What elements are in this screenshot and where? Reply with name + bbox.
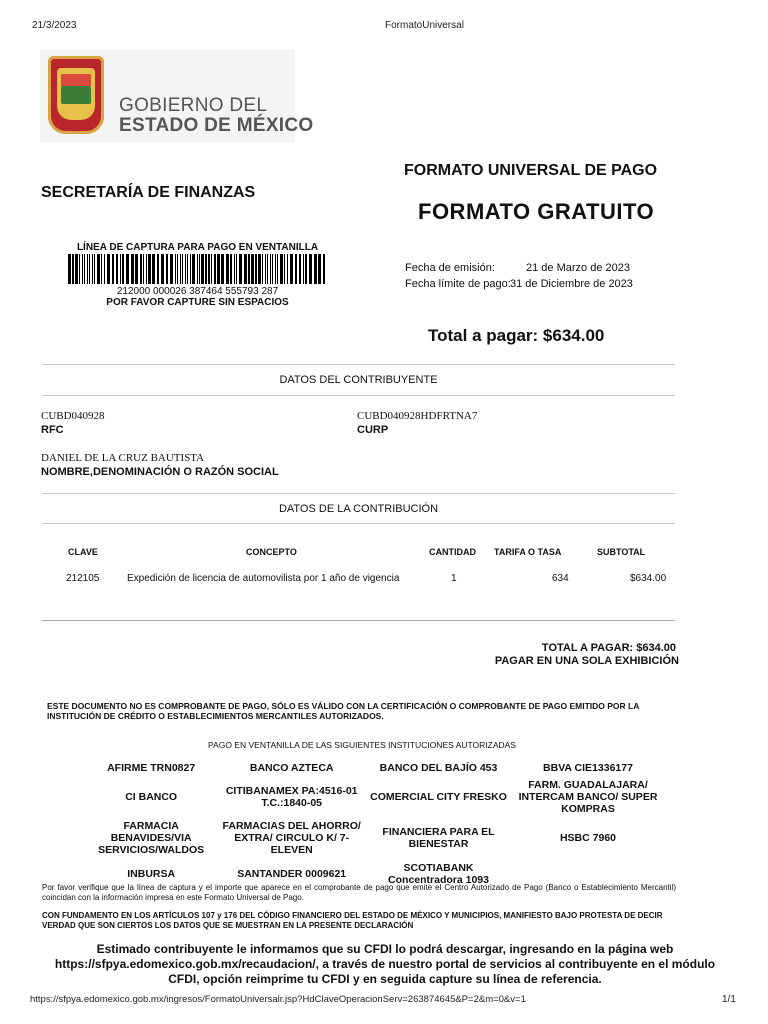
row-concepto: Expedición de licencia de automovilista por 1 año de vigencia bbox=[127, 573, 400, 584]
single-payment: PAGAR EN UNA SOLA EXHIBICIÓN bbox=[494, 655, 679, 667]
form-title: FORMATO UNIVERSAL DE PAGO bbox=[404, 162, 658, 179]
barcode-bar bbox=[275, 254, 276, 284]
barcode-bar bbox=[94, 254, 95, 284]
institution-bbva: BBVA CIE1336177 bbox=[543, 762, 633, 774]
barcode-bar bbox=[309, 254, 312, 284]
institution-bajio: BANCO DEL BAJÍO 453 bbox=[379, 762, 498, 774]
institutions-grid bbox=[88, 758, 688, 888]
row-clave: 212105 bbox=[66, 573, 100, 584]
barcode-bar bbox=[258, 254, 261, 284]
barcode-bar bbox=[122, 254, 124, 284]
barcode-bar bbox=[318, 254, 321, 284]
divider bbox=[42, 523, 675, 524]
institutions-title: PAGO EN VENTANILLA DE LAS SIGUIENTES INSTITUCIONES AUTORIZADAS bbox=[208, 740, 516, 750]
capture-title: LÍNEA DE CAPTURA PARA PAGO EN VENTANILLA bbox=[76, 242, 319, 253]
barcode-bar bbox=[101, 254, 102, 284]
barcode-bar bbox=[84, 254, 85, 284]
barcode-bar bbox=[166, 254, 168, 284]
total-to-pay: Total a pagar: $634.00 bbox=[428, 326, 605, 345]
barcode-bar bbox=[272, 254, 273, 284]
barcode-bar bbox=[68, 254, 71, 284]
barcode-bar bbox=[157, 254, 159, 284]
rfc-label: RFC bbox=[41, 424, 64, 436]
row-subtotal: $634.00 bbox=[630, 573, 667, 584]
limite-label: Fecha límite de pago: bbox=[405, 278, 511, 290]
barcode-bar bbox=[255, 254, 257, 284]
barcode-bar bbox=[87, 254, 88, 284]
barcode-bar bbox=[230, 254, 232, 284]
barcode-bar bbox=[152, 254, 155, 284]
barcode-bar bbox=[244, 254, 247, 284]
divider bbox=[42, 364, 675, 365]
emision-label: Fecha de emisión: bbox=[405, 262, 495, 274]
barcode-bar bbox=[92, 254, 93, 284]
secretaria-title: SECRETARÍA DE FINANZAS bbox=[41, 184, 256, 201]
legal-note: CON FUNDAMENTO EN LOS ARTÍCULOS 107 y 176 DEL CÓDIGO FINANCIERO DEL ESTADO DE MÉXICO Y MUNICIPIOS, MANIFIESTO BAJO PROTESTA DE DECIR VERDAD QUE SON CIERTOS LOS DATOS QUE SE MUESTRAN EN LA PRESENTE DECLARACIÓN bbox=[42, 911, 663, 930]
barcode-bar bbox=[190, 254, 191, 284]
barcode-bar bbox=[75, 254, 78, 284]
header-tarifa: TARIFA O TASA bbox=[494, 547, 562, 557]
barcode-bar bbox=[104, 254, 105, 284]
institution-citibanamex: CITIBANAMEX PA:4516-01 T.C.:1840-05 bbox=[225, 785, 358, 809]
form-subtitle: FORMATO GRATUITO bbox=[418, 199, 655, 224]
barcode-bar bbox=[192, 254, 195, 284]
barcode-bar bbox=[211, 254, 212, 284]
barcode-bar bbox=[180, 254, 181, 284]
divider bbox=[42, 620, 675, 621]
divider bbox=[42, 493, 675, 494]
barcode-bar bbox=[148, 254, 151, 284]
capture-note: POR FAVOR CAPTURE SIN ESPACIOS bbox=[106, 297, 289, 308]
barcode-bar bbox=[270, 254, 271, 284]
barcode-bar bbox=[161, 254, 164, 284]
capture-number: 212000 000026 387464 555793 287 bbox=[116, 286, 279, 297]
barcode-bar bbox=[182, 254, 183, 284]
barcode-bar bbox=[72, 254, 74, 284]
verify-note: Por favor verifique que la línea de captura y el importe que aparece en el comprobante de pago que emite el Centro Autorizado de Pago (Banco o Establecimiento Mercantil) coincidan con la información impresa en este Formato Universal de Pago. bbox=[42, 883, 676, 902]
institution-santander: SANTANDER 0009621 bbox=[237, 868, 347, 880]
barcode-bar bbox=[112, 254, 114, 284]
section-contribucion: DATOS DE LA CONTRIBUCIÓN bbox=[278, 503, 439, 515]
print-date: 21/3/2023 bbox=[32, 20, 77, 31]
barcode-bar bbox=[287, 254, 288, 284]
institution-ahorro: FARMACIAS DEL AHORRO/ EXTRA/ CIRCULO K/ 7-ELEVEN bbox=[222, 820, 361, 856]
institution-bienestar: FINANCIERA PARA EL BIENESTAR bbox=[382, 826, 495, 850]
barcode-bar bbox=[265, 254, 266, 284]
institution-benavides: FARMACIA BENAVIDES/VIA SERVICIOS/WALDOS bbox=[98, 820, 205, 856]
institution-scotiabank: SCOTIABANK Concentradora 1093 bbox=[388, 862, 489, 886]
barcode-bar bbox=[239, 254, 242, 284]
barcode-bar bbox=[116, 254, 118, 284]
institution-inbursa: INBURSA bbox=[127, 868, 176, 880]
barcode-bar bbox=[305, 254, 307, 284]
logo-line-1: GOBIERNO DEL bbox=[119, 95, 268, 116]
barcode-bar bbox=[187, 254, 188, 284]
barcode-bar bbox=[221, 254, 224, 284]
barcode-bar bbox=[323, 254, 325, 284]
barcode-bar bbox=[185, 254, 186, 284]
barcode-bar bbox=[201, 254, 204, 284]
barcode-bar bbox=[280, 254, 283, 284]
barcode-bar bbox=[248, 254, 250, 284]
barcode-bar bbox=[208, 254, 210, 284]
rfc-value: CUBD040928 bbox=[41, 410, 105, 422]
institution-guadalajara: FARM. GUADALAJARA/ INTERCAM BANCO/ SUPER KOMPRAS bbox=[518, 779, 658, 815]
barcode-bar bbox=[277, 254, 278, 284]
barcode-bar bbox=[214, 254, 216, 284]
barcode bbox=[68, 254, 328, 284]
name-label: NOMBRE,DENOMINACIÓN O RAZÓN SOCIAL bbox=[41, 466, 279, 478]
barcode-bar bbox=[170, 254, 173, 284]
total-line: TOTAL A PAGAR: $634.00 bbox=[541, 642, 676, 654]
page-number: 1/1 bbox=[722, 994, 736, 1005]
barcode-bar bbox=[290, 254, 293, 284]
barcode-bar bbox=[303, 254, 304, 284]
barcode-bar bbox=[177, 254, 178, 284]
barcode-bar bbox=[135, 254, 138, 284]
barcode-bar bbox=[205, 254, 207, 284]
barcode-bar bbox=[120, 254, 121, 284]
emision-value: 21 de Marzo de 2023 bbox=[526, 262, 630, 274]
header-concepto: CONCEPTO bbox=[246, 547, 297, 557]
barcode-bar bbox=[107, 254, 110, 284]
logo-line-2: ESTADO DE MÉXICO bbox=[119, 115, 314, 136]
header-clave: CLAVE bbox=[68, 547, 98, 557]
barcode-bar bbox=[197, 254, 198, 284]
barcode-bar bbox=[97, 254, 100, 284]
barcode-bar bbox=[295, 254, 297, 284]
institution-cibanco: CI BANCO bbox=[125, 791, 178, 803]
print-title: FormatoUniversal bbox=[385, 20, 464, 31]
barcode-bar bbox=[126, 254, 129, 284]
row-cantidad: 1 bbox=[451, 573, 457, 584]
barcode-bar bbox=[82, 254, 83, 284]
name-value: DANIEL DE LA CRUZ BAUTISTA bbox=[41, 452, 205, 464]
barcode-bar bbox=[226, 254, 229, 284]
barcode-bar bbox=[89, 254, 90, 284]
header-subtotal: SUBTOTAL bbox=[597, 547, 646, 557]
barcode-bar bbox=[143, 254, 144, 284]
barcode-bar bbox=[146, 254, 147, 284]
divider bbox=[42, 395, 675, 396]
disclaimer: ESTE DOCUMENTO NO ES COMPROBANTE DE PAGO, SÓLO ES VÁLIDO CON LA CERTIFICACIÓN O COMPROBANTE DE PAGO EMITIDO POR LA INSTITUCIÓN DE CRÉDITO O ESTABLECIMIENTOS MERCANTILES AUTORIZADOS. bbox=[47, 701, 640, 721]
barcode-bar bbox=[175, 254, 176, 284]
print-url[interactable]: https://sfpya.edomexico.gob.mx/ingresos/FormatoUniversalr.jsp?HdClaveOperacionServ=263874645&P=2&m=0&v=1 bbox=[30, 994, 526, 1005]
barcode-bar bbox=[299, 254, 301, 284]
header-cantidad: CANTIDAD bbox=[429, 547, 476, 557]
curp-label: CURP bbox=[357, 424, 389, 436]
barcode-bar bbox=[79, 254, 80, 284]
curp-value: CUBD040928HDFRTNA7 bbox=[357, 410, 478, 422]
row-tarifa: 634 bbox=[552, 573, 569, 584]
section-contribuyente: DATOS DEL CONTRIBUYENTE bbox=[279, 374, 438, 386]
cfdi-note: Estimado contribuyente le informamos que su CFDI lo podrá descargar, ingresando en la página web https://sfpya.edomexico.gob.mx/recaudacion/, a través de nuestro portal de servicios al contribuyente en el módulo CFDI, opción reimprime tu CFDI y en seguida capture su línea de referencia. bbox=[54, 942, 716, 986]
barcode-bar bbox=[251, 254, 254, 284]
institution-hsbc: HSBC 7960 bbox=[559, 832, 616, 844]
barcode-bar bbox=[217, 254, 220, 284]
limite-value: 31 de Diciembre de 2023 bbox=[510, 278, 633, 290]
barcode-bar bbox=[199, 254, 200, 284]
barcode-bar bbox=[234, 254, 235, 284]
barcode-bar bbox=[140, 254, 142, 284]
institution-azteca: BANCO AZTECA bbox=[249, 762, 334, 774]
institution-afirme: AFIRME TRN0827 bbox=[107, 762, 196, 774]
institution-city-fresko: COMERCIAL CITY FRESKO bbox=[370, 791, 507, 803]
barcode-bar bbox=[267, 254, 268, 284]
barcode-bar bbox=[314, 254, 317, 284]
coat-of-arms-icon bbox=[48, 56, 104, 134]
barcode-bar bbox=[131, 254, 134, 284]
barcode-bar bbox=[262, 254, 263, 284]
barcode-bar bbox=[236, 254, 237, 284]
barcode-bar bbox=[284, 254, 285, 284]
